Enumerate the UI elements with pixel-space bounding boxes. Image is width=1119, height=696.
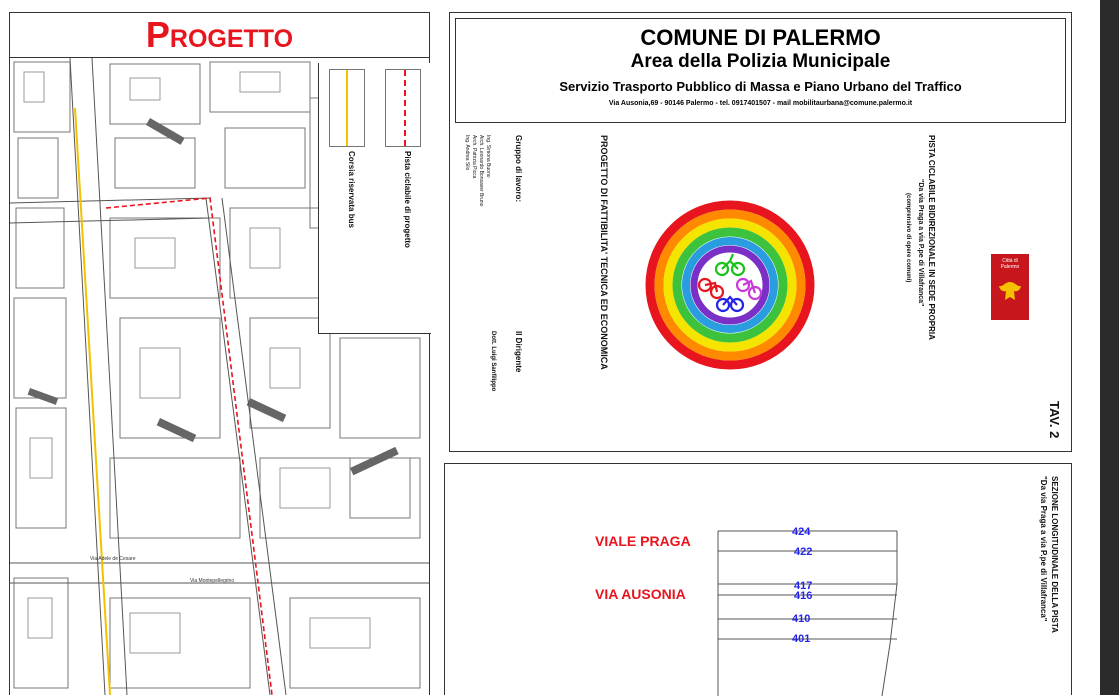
legend-swatch-bus-lane (329, 69, 365, 147)
eagle-icon (995, 276, 1025, 306)
elevation-422: 422 (794, 546, 813, 558)
map-panel (9, 12, 430, 695)
street-label-via-ausonia: VIA AUSONIA (595, 586, 686, 602)
street-label-viale-praga: VIALE PRAGA (595, 533, 691, 549)
header-area: Area della Polizia Municipale (630, 51, 891, 72)
header-servizio: Servizio Trasporto Pubblico di Massa e Piano Urbano del Traffico (559, 79, 962, 94)
team-member-2: Arch. Leonardo Bonsaver Bruno (478, 135, 484, 207)
elevation-401: 401 (792, 633, 811, 645)
director-name: Dott. Luigi Sanfilippo (490, 331, 496, 392)
profile-subtitle: "Da via Praga a via P.pe di Villafranca" (1039, 476, 1048, 622)
palermo-coat-of-arms (991, 254, 1029, 320)
elevation-424: 424 (792, 526, 811, 538)
team-member-1: Ing. Simona Buono (485, 135, 491, 178)
street-label-1: Via Adele de Cesare (90, 556, 136, 562)
director-heading: Il Dirigente (514, 331, 523, 373)
elevation-417: 417 (794, 580, 813, 592)
profile-title: SEZIONE LONGITUDINALE DELLA PISTA (1050, 476, 1059, 633)
map-title: Progetto (10, 13, 429, 58)
street-label-2: Via Montepellegrino (190, 578, 235, 584)
feasibility-title: PROGETTO DI FATTIBILITA' TECNICA ED ECONOMICA (599, 135, 609, 370)
header-address: Via Ausonia,69 - 90146 Palermo - tel. 0917401507 - mail mobilitaurbana@comune.palermo.it (608, 100, 913, 107)
logo-caption: Città di Palermo (1000, 258, 1020, 270)
team-member-4: Ing. Andrea Silo (464, 135, 470, 171)
elevation-410: 410 (792, 613, 811, 625)
header-comune: COMUNE DI PALERMO (640, 25, 881, 50)
legend-label-bus-lane: Corsia riservata bus (347, 151, 356, 228)
elevation-416: 416 (794, 590, 813, 602)
map-legend (318, 63, 431, 334)
project-title: PISTA CICLABILE BIDIREZIONALE IN SEDE PROPRIA (927, 135, 936, 340)
legend-swatch-cycle-path (385, 69, 421, 147)
team-heading: Gruppo di lavoro: (514, 135, 523, 203)
bicycle-rainbow-logo (635, 193, 825, 378)
tav-label: TAV. 2 (1047, 401, 1062, 439)
project-note: (comprensivo di opere comuni) (905, 193, 911, 283)
team-member-3: Arch. Patrizia Picca (471, 135, 477, 179)
header-box (455, 18, 1066, 123)
cover-sheet (449, 12, 1072, 452)
legend-label-cycle-path: Pista ciclabile di progetto (403, 151, 412, 248)
profile-panel (444, 463, 1072, 695)
right-scroll-strip[interactable] (1100, 0, 1119, 695)
project-subtitle: "Da via Praga a via P.pe di Villafranca" (917, 179, 924, 307)
